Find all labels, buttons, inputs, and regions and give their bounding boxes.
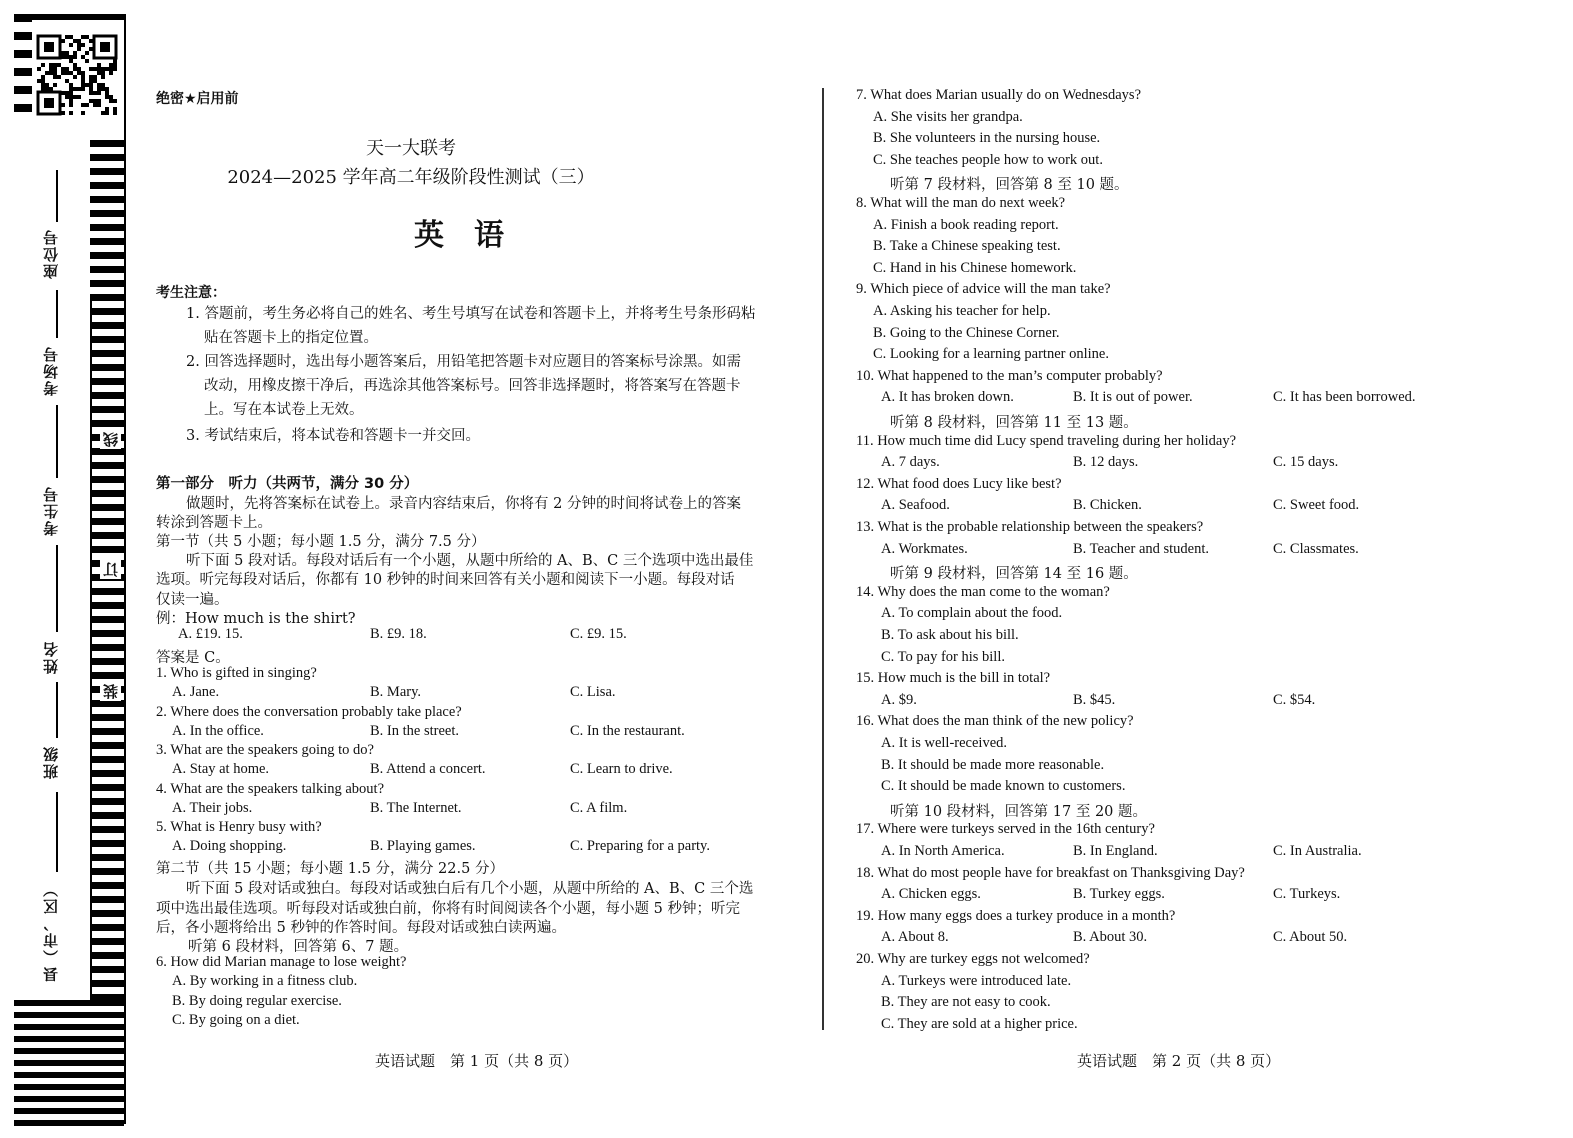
question: 6. How did Marian manage to lose weight? <box>156 954 407 970</box>
binding-stripe <box>90 980 124 987</box>
binding-stripe <box>90 336 124 343</box>
answer-option: B. The Internet. <box>370 799 462 816</box>
binding-fill-line <box>56 682 58 738</box>
binding-stripe <box>90 658 124 665</box>
binding-stripe <box>90 406 124 413</box>
answer-option: B. Attend a concert. <box>370 761 486 777</box>
answer-option: B. It is out of power. <box>1073 389 1193 406</box>
notice-item: 改动，用橡皮擦干净后，再选涂其他答案标号。回答非选择题时，将答案写在答题卡 <box>204 378 741 394</box>
answer-option: C. In the restaurant. <box>570 722 685 739</box>
binding-stripe <box>90 504 124 511</box>
answer-option: C. It has been borrowed. <box>1273 389 1416 406</box>
binding-stripe <box>14 1012 124 1018</box>
answer-option: C. Lisa. <box>570 684 616 700</box>
page-footer-2: 英语试题 第 2 页（共 8 页） <box>1077 1052 1281 1070</box>
question: 7. What does Marian usually do on Wednesdays? <box>856 87 1142 103</box>
binding-stripe <box>90 420 124 427</box>
answer-option: A. Chicken eggs. <box>881 886 981 903</box>
answer-option: A. In North America. <box>881 843 1005 859</box>
example-question: 例：How much is the shirt? <box>156 611 356 627</box>
binding-stripe <box>90 532 124 539</box>
binding-stripe <box>90 728 124 735</box>
binding-stripe <box>90 300 92 1000</box>
binding-stripe <box>90 616 124 623</box>
binding-stripe <box>14 68 32 76</box>
answer-option: A. Jane. <box>172 684 220 700</box>
part1-intro: 做题时，先将答案标在试卷上。录音内容结束后，你将有 2 分钟的时间将试卷上的答案 <box>186 496 741 512</box>
answer-option: B. She volunteers in the nursing house. <box>873 130 1101 147</box>
answer-option: C. Turkeys. <box>1273 886 1341 903</box>
answer-option: C. About 50. <box>1273 929 1348 946</box>
question: 13. What is the probable relationship between the speakers? <box>856 519 1204 535</box>
notice-item: 2. 回答选择题时，选出每小题答案后，用铅笔把答题卡对应题目的答案标号涂黑。如需 <box>186 354 741 370</box>
binding-stripe <box>90 378 124 385</box>
notice-item: 3. 考试结束后，将本试卷和答题卡一并交回。 <box>186 428 480 444</box>
answer-option: B. Turkey eggs. <box>1073 886 1165 903</box>
binding-stripe <box>90 294 124 301</box>
notice-item: 1. 答题前，考生务必将自己的姓名、考生号填写在试卷和答题卡上，并将考生号条形码粘 <box>186 306 756 322</box>
answer-option: B. Mary. <box>370 684 422 700</box>
binding-stripe <box>14 1084 124 1090</box>
binding-stripe <box>14 1108 124 1114</box>
binding-stripe <box>14 14 124 20</box>
binding-stripe <box>90 546 124 553</box>
binding-label: 县（市、区） <box>42 880 60 982</box>
listen-instruction: 听第 7 段材料，回答第 8 至 10 题。 <box>890 177 1129 194</box>
answer-option: B. Going to the Chinese Corner. <box>873 324 1060 341</box>
answer-option: B. Take a Chinese speaking test. <box>873 238 1061 255</box>
binding-stripe <box>90 756 124 763</box>
answer-option: B. 12 days. <box>1073 454 1139 471</box>
binding-stripe <box>90 630 124 637</box>
example-option: B. £9. 18. <box>370 626 427 642</box>
answer-option: A. About 8. <box>881 929 949 946</box>
binding-stripe <box>90 798 124 805</box>
answer-option: A. It is well-received. <box>881 735 1008 751</box>
section1-intro: 仅读一遍。 <box>156 592 229 608</box>
binding-cut-label: 订 <box>102 562 120 577</box>
binding-stripe <box>90 672 124 679</box>
answer-option: C. In Australia. <box>1273 843 1362 859</box>
question: 2. Where does the conversation probably take place? <box>156 703 462 720</box>
example-option: C. £9. 15. <box>570 626 627 642</box>
answer-option: A. By working in a fitness club. <box>172 973 358 989</box>
answer-option: C. Looking for a learning partner online. <box>873 346 1109 363</box>
answer-option: B. In England. <box>1073 843 1158 859</box>
binding-stripe <box>90 364 124 371</box>
notice-item: 上。写在本试卷上无效。 <box>204 402 364 418</box>
question: 17. Where were turkeys served in the 16th century? <box>856 821 1155 838</box>
answer-option: C. She teaches people how to work out. <box>873 151 1103 168</box>
binding-stripe <box>14 1024 124 1030</box>
part1-intro: 转涂到答题卡上。 <box>156 515 272 531</box>
binding-stripe <box>14 1036 124 1042</box>
answer-option: C. Hand in his Chinese homework. <box>873 259 1077 276</box>
binding-label: 座位号 <box>42 228 60 279</box>
binding-stripe <box>14 50 32 58</box>
answer-option: B. It should be made more reasonable. <box>881 756 1105 773</box>
exam-organizer: 天一大联考 <box>366 138 456 159</box>
subject-title: 英语 <box>414 218 534 253</box>
binding-stripe <box>14 1072 124 1078</box>
answer-option: B. Chicken. <box>1073 497 1142 514</box>
binding-stripe <box>14 1096 124 1102</box>
binding-stripe <box>90 266 124 273</box>
binding-stripe <box>90 196 124 203</box>
binding-stripe <box>90 350 124 357</box>
answer-option: B. By doing regular exercise. <box>172 992 342 1009</box>
question: 10. What happened to the man’s computer probably? <box>856 367 1163 384</box>
answer-option: A. It has broken down. <box>881 389 1014 406</box>
example-answer: 答案是 C。 <box>156 650 230 666</box>
exam-title: 2024—2025 学年高二年级阶段性测试（三） <box>227 167 595 188</box>
answer-option: A. Seafood. <box>881 497 950 514</box>
question: 20. Why are turkey eggs not welcomed? <box>856 951 1090 967</box>
section2-intro: 项中选出最佳选项。听每段对话或独白前，你将有时间阅读各个小题，每小题 5 秒钟；听完 <box>156 901 740 917</box>
binding-stripe <box>90 868 124 875</box>
answer-option: A. Turkeys were introduced late. <box>881 972 1072 989</box>
example-option: A. £19. 15. <box>178 626 243 642</box>
binding-stripe <box>90 644 124 651</box>
answer-option: A. Doing shopping. <box>172 838 287 854</box>
section2-intro: 听下面 5 段对话或独白。每段对话或独白后有几个小题，从题中所给的 A、B、C 三个选 <box>186 881 754 897</box>
section2-title: 第二节（共 15 小题；每小题 1.5 分，满分 22.5 分） <box>156 861 504 877</box>
binding-stripe <box>14 1000 124 1006</box>
section1-intro: 听下面 5 段对话。每段对话后有一个小题，从题中所给的 A、B、C 三个选项中选出最佳 <box>186 553 754 569</box>
answer-option: A. $9. <box>881 691 917 708</box>
binding-stripe <box>90 280 124 287</box>
answer-option: C. A film. <box>570 799 628 816</box>
binding-stripe <box>14 104 32 112</box>
answer-option: A. In the office. <box>172 722 264 739</box>
binding-stripe <box>90 826 124 833</box>
listen-instruction: 听第 9 段材料，回答第 14 至 16 题。 <box>890 566 1138 583</box>
question: 15. How much is the bill in total? <box>856 670 1051 687</box>
answer-option: A. To complain about the food. <box>881 605 1063 622</box>
binding-label: 姓名 <box>42 640 60 674</box>
binding-stripe <box>90 714 124 721</box>
question: 14. Why does the man come to the woman? <box>856 583 1110 600</box>
binding-stripe <box>14 1120 124 1126</box>
listen-instruction: 听第 8 段材料，回答第 11 至 13 题。 <box>890 415 1138 431</box>
binding-stripe <box>90 308 124 315</box>
answer-option: C. Learn to drive. <box>570 761 673 777</box>
binding-stripe <box>90 952 124 959</box>
answer-option: A. She visits her grandpa. <box>873 108 1023 125</box>
binding-stripe <box>90 896 124 903</box>
answer-option: C. Classmates. <box>1273 540 1359 557</box>
answer-option: B. $45. <box>1073 691 1116 708</box>
binding-stripe <box>90 966 124 973</box>
binding-stripe <box>90 490 124 497</box>
listen-instruction: 听第 10 段材料，回答第 17 至 20 题。 <box>890 803 1148 820</box>
notice-item: 贴在答题卡上的指定位置。 <box>204 330 378 346</box>
binding-stripe <box>90 882 124 889</box>
binding-stripe <box>90 322 124 329</box>
binding-cut-label: 装 <box>102 684 120 699</box>
question: 9. Which piece of advice will the man take? <box>856 281 1111 298</box>
question: 11. How much time did Lucy spend traveling during her holiday? <box>856 432 1237 449</box>
answer-option: C. $54. <box>1273 691 1316 708</box>
binding-stripe <box>90 840 124 847</box>
question: 16. What does the man think of the new policy? <box>856 713 1134 730</box>
binding-label: 考生号 <box>42 485 60 536</box>
question: 19. How many eggs does a turkey produce in a month? <box>856 907 1176 924</box>
binding-stripe <box>90 770 124 777</box>
binding-label: 考场号 <box>42 345 60 396</box>
binding-stripe <box>14 86 32 94</box>
answer-option: B. About 30. <box>1073 929 1148 946</box>
binding-stripe <box>90 784 124 791</box>
question: 18. What do most people have for breakfast on Thanksgiving Day? <box>856 864 1245 881</box>
answer-option: C. Preparing for a party. <box>570 838 710 854</box>
binding-stripe <box>90 924 124 931</box>
answer-option: C. Sweet food. <box>1273 497 1360 514</box>
binding-stripe <box>90 910 124 917</box>
page-footer-1: 英语试题 第 1 页（共 8 页） <box>375 1052 579 1070</box>
binding-stripe <box>90 742 124 749</box>
answer-option: A. Finish a book reading report. <box>873 216 1059 233</box>
binding-fill-line <box>56 792 58 872</box>
question: 4. What are the speakers talking about? <box>156 780 385 797</box>
notice-title: 考生注意： <box>156 285 226 301</box>
binding-label: 班级 <box>42 745 60 779</box>
binding-stripe <box>90 588 124 595</box>
binding-stripe <box>90 854 124 861</box>
column-divider <box>822 88 824 1030</box>
answer-option: C. It should be made known to customers. <box>881 778 1126 795</box>
binding-stripe <box>90 448 124 455</box>
qr-code-icon <box>36 34 118 116</box>
answer-option: A. Workmates. <box>881 540 968 557</box>
answer-option: C. They are sold at a higher price. <box>881 1015 1078 1032</box>
binding-stripe <box>14 1048 124 1054</box>
question: 1. Who is gifted in singing? <box>156 665 317 681</box>
question: 5. What is Henry busy with? <box>156 819 322 835</box>
binding-stripe <box>90 938 124 945</box>
binding-cut-label: 线 <box>102 432 120 447</box>
question: 3. What are the speakers going to do? <box>156 742 374 758</box>
answer-option: B. In the street. <box>370 722 459 739</box>
secret-label: 绝密★启用前 <box>156 91 239 107</box>
section1-intro: 选项。听完每段对话后，你都有 10 秒钟的时间来回答有关小题和阅读下一小题。每段对话 <box>156 572 735 588</box>
binding-stripe <box>90 462 124 469</box>
binding-fill-line <box>56 545 58 632</box>
binding-fill-line <box>56 290 58 338</box>
question: 8. What will the man do next week? <box>856 195 1066 211</box>
question: 12. What food does Lucy like best? <box>856 475 1062 492</box>
binding-stripe <box>14 32 32 40</box>
answer-option: C. To pay for his bill. <box>881 648 1005 665</box>
part1-title: 第一部分 听力（共两节，满分 30 分） <box>156 476 419 492</box>
answer-option: B. To ask about his bill. <box>881 627 1019 643</box>
answer-option: A. 7 days. <box>881 454 940 471</box>
binding-stripe <box>90 392 124 399</box>
answer-option: C. 15 days. <box>1273 454 1339 471</box>
listen-instruction: 听第 6 段材料，回答第 6、7 题。 <box>188 939 409 955</box>
section1-title: 第一节（共 5 小题；每小题 1.5 分，满分 7.5 分） <box>156 534 486 550</box>
binding-stripe <box>90 476 124 483</box>
answer-option: A. Asking his teacher for help. <box>873 303 1051 319</box>
binding-stripe <box>90 518 124 525</box>
binding-fill-line <box>56 405 58 478</box>
answer-option: B. Playing games. <box>370 838 476 854</box>
section2-intro: 后，各小题将给出 5 秒钟的作答时间。每段对话或独白读两遍。 <box>156 920 566 936</box>
answer-option: B. Teacher and student. <box>1073 540 1210 557</box>
answer-option: A. Their jobs. <box>172 799 253 816</box>
binding-stripe <box>90 602 124 609</box>
answer-option: C. By going on a diet. <box>172 1012 300 1028</box>
answer-option: B. They are not easy to cook. <box>881 994 1051 1011</box>
binding-stripe <box>90 812 124 819</box>
binding-stripe <box>90 700 124 707</box>
answer-option: A. Stay at home. <box>172 761 270 777</box>
binding-stripe <box>14 1060 124 1066</box>
